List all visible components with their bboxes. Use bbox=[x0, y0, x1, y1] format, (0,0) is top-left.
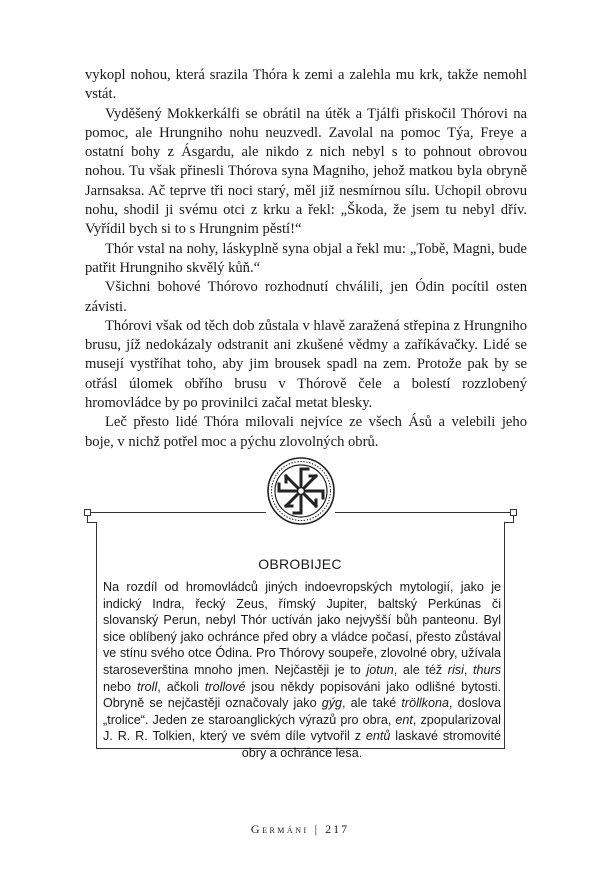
paragraph-2: Vyděšený Mokkerkálfi se obrátil na útěk a Tjálfi přiskočil Thórovi na pomoc, ale Hrungniho nohu neuzvedl. Zavolal na pomoc Týa, Freye a ostatní bohy z Ásgardu, ale nikdo z nich nebyl s to pohnout obrovou nohou. Tu však přinesli Thórova syna Magniho, jehož matkou byla obryně Jarnsaksa. Ač teprve tři noci starý, měl již nesmírnou sílu. Uchopil obrovu nohu, shodil ji svému otci z krku a řekl: „Škoda, že jsem tu nebyl dřív. Vyřídil bych si to s Hrungnim pěstí!“ bbox=[85, 105, 527, 238]
paragraph-6: Leč přesto lidé Thóra milovali nejvíce ze všech Ásů a velebili jeho boje, v nichž potřel moc a pýchu zlovolných obrů. bbox=[85, 414, 527, 450]
page-footer bbox=[0, 822, 600, 837]
sun-wheel-emblem-icon bbox=[266, 456, 336, 526]
sidebar-text bbox=[103, 579, 501, 762]
sidebar-text-part: nebo bbox=[103, 679, 137, 694]
term-trollove: trollové bbox=[204, 679, 246, 694]
page-number: 217 bbox=[325, 822, 350, 836]
main-text bbox=[85, 66, 527, 452]
running-head: Germáni bbox=[250, 822, 309, 836]
paragraph-4: Všichni bohové Thórovo rozhodnutí chválili, jen Ódin pocítil osten závisti. bbox=[85, 279, 527, 315]
sidebar-text-part: , ale také bbox=[342, 696, 402, 711]
paragraph-3: Thór vstal na nohy, láskyplně syna objal a řekl mu: „Tobě, Magni, bude patřit Hrungniho skvělý kůň.“ bbox=[85, 240, 527, 276]
term-risi: risi bbox=[447, 662, 464, 677]
paragraph-1: vykopl nohou, která srazila Thóra k zemi a zalehla mu krk, takže nemohl vstát. bbox=[85, 67, 527, 103]
term-thurs: thurs bbox=[473, 662, 502, 677]
term-entu: entů bbox=[365, 729, 391, 744]
sidebar-text-part: , ačkoli bbox=[157, 679, 205, 694]
term-troll: troll bbox=[136, 679, 158, 694]
sidebar-text-part: , zpopularizoval J. R. R. Tolkien, který ve svém díle vytvořil z bbox=[103, 712, 501, 744]
sidebar-text-part: , bbox=[463, 662, 474, 677]
term-jotun: jotun bbox=[366, 662, 394, 677]
term-trollkona: tröllkona bbox=[401, 696, 449, 711]
term-gyg: gýg bbox=[321, 696, 342, 711]
sidebar-text-part: , ale též bbox=[393, 662, 448, 677]
sidebar-text-part: Na rozdíl od hromovládců jiných indoevropských mytologií, jako je indický Indra, řecký Zeus, římský Jupiter, baltský Perkúnas či slovanský Perun, nebyl Thór uctíván jako nejvyšší bůh panteonu. Byl sice oblíbený jako ochránce před obry a vládce počasí, přesto zůstával ve stínu svého otce Ódina. Pro Thórovy soupeře, zlovolné obry, užívala staroseverština mnoho jmen. Nejčastěji je to bbox=[103, 580, 501, 677]
term-ent: ent bbox=[395, 712, 413, 727]
paragraph-5: Thórovi však od těch dob zůstala v hlavě zaražená střepina z Hrungniho brusu, jíž nedokázaly odstranit ani zkušené vědmy a zaříkávačky. Lidé se musejí vystříhat toho, aby jim brousek spadl na zem. Protože pak by se otřásl úlomek obřího brusu v Thórově čele a bolestí rozzlobený hromovládce by po provinilci začal metat blesky. bbox=[85, 317, 527, 412]
footer-separator: | bbox=[314, 822, 320, 836]
sidebar-text-part: laskavé stromovité obry a ochránce lesa. bbox=[241, 729, 501, 760]
sidebar-title: OBROBIJEC bbox=[258, 556, 342, 572]
sidebar-text-part: , doslova „trolice“. Jeden ze staroanglických výrazů pro obra, bbox=[103, 696, 501, 727]
sidebar-text-part: jsou někdy popisováni jako odlišné bytosti. Obryně se nejčastěji označovaly jako bbox=[103, 679, 502, 711]
